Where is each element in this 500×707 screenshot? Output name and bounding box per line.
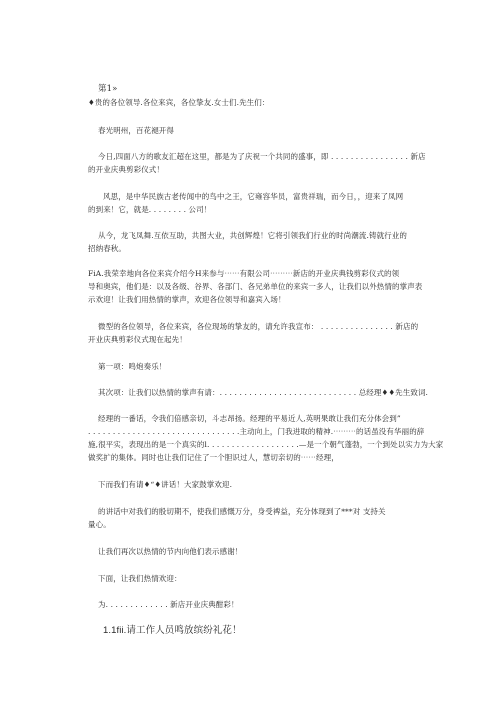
paragraph-line: 从今，龙飞凤舞.互依互助，共图大业，共创辉煌！它将引领我们行业的时尚潮流.铸就行业的 (98, 231, 407, 240)
paragraph-line: 示欢迎！让我们用热情的掌声，欢迎各位领导和嘉宾入场！ (88, 295, 286, 304)
paragraph-line: 下面，让我们热情欢迎： (98, 574, 182, 583)
paragraph-line: 微型的各位领导，各位来宾，各位现场的挚友的，请允许我宣布： . . . . . . . . . . . . . . . 新店的 (98, 322, 419, 331)
paragraph-line: 下而我们有请♦“♦讲话！大家鼓掌欢迎. (98, 480, 233, 489)
paragraph-line: 其次项：让我们以热情的掌声有请：. . . . . . . . . . . . . . . . . . . . . . . . . . . . 总经理♦♦先生致词. (98, 388, 429, 397)
paragraph-line: 的讲话中对我们的殷切期不，使我们感慨万分，身受裨益，充分体现到了***对 支持关 (98, 507, 386, 516)
paragraph-line: 让我们再次以热情的节内向他们表示感谢！ (98, 547, 243, 556)
paragraph-line: 导和奥宾，他们是：以及各级、谷界、各部门、各兄弟单位的来宾一多人，让我们以外热情的掌声表 (88, 282, 423, 291)
page-heading: 第1» (98, 84, 118, 94)
paragraph-line: 施,很平实，表现出的是一个真实的l. . . . . . . . . . . . . . . . . . .—是一个朝气蓬勃，一个到处以实力为大家 (88, 440, 444, 449)
paragraph-line: 的到来！它，就是. . . . . . . . 公司！ (88, 205, 212, 214)
paragraph-line: 风思，是中华民族古老传闻中的鸟中之王，它雍容华员，富贵祥瑞，而今日，，迎来了凤网 (103, 192, 404, 201)
paragraph-line: 1.1fii.请工作人员鸣放缤纷礼花！ (103, 625, 242, 636)
paragraph-line: 今日,四面八方的歌友汇超在这里，都是为了庆祝一个共同的盛事，即 . . . . . . . . . . . . . . . . 新店 (98, 152, 426, 161)
paragraph-line: 招纳春秋。 (88, 244, 126, 253)
paragraph-line: 量心。 (88, 520, 111, 529)
paragraph-line: 的开业庆典剪彩仪式！ (88, 165, 164, 174)
paragraph-line: 经理的一番话，令我们倍感亲切，斗志昂扬。经理的平易近人,英明果敢让我们充分体会到” (98, 414, 401, 423)
salutation-line: ♦贵的各位领导.各位来宾，各位挚友.女士们.先生们： (88, 98, 270, 107)
paragraph-line: . . . . . . . . . . . . . . . . . . . . . . . . . . . . . . .主动向上，门我进取的精神.⋯⋯⋯的话虽没有华丽的辞 (88, 427, 425, 436)
paragraph-line: 春光明州，百花褪开得 (98, 126, 174, 135)
paragraph-line: FiA.我荣幸地向各位来宾介绍今H来参与⋯⋯有限公司⋯⋯⋯新店的开业庆典钱剪彩仪式的领 (88, 269, 400, 278)
paragraph-line: 为. . . . . . . . . . . . . 新店开业庆典酣彩！ (98, 600, 239, 609)
paragraph-line: 做奖扩的集体。同时也让我们记住了一个胆识过人，慧切亲切的⋯⋯经理， (88, 453, 339, 462)
paragraph-line: 开业庆典剪彩仪式现在起先！ (88, 335, 187, 344)
paragraph-line: 第一项：鸣炮奏乐！ (98, 362, 167, 371)
